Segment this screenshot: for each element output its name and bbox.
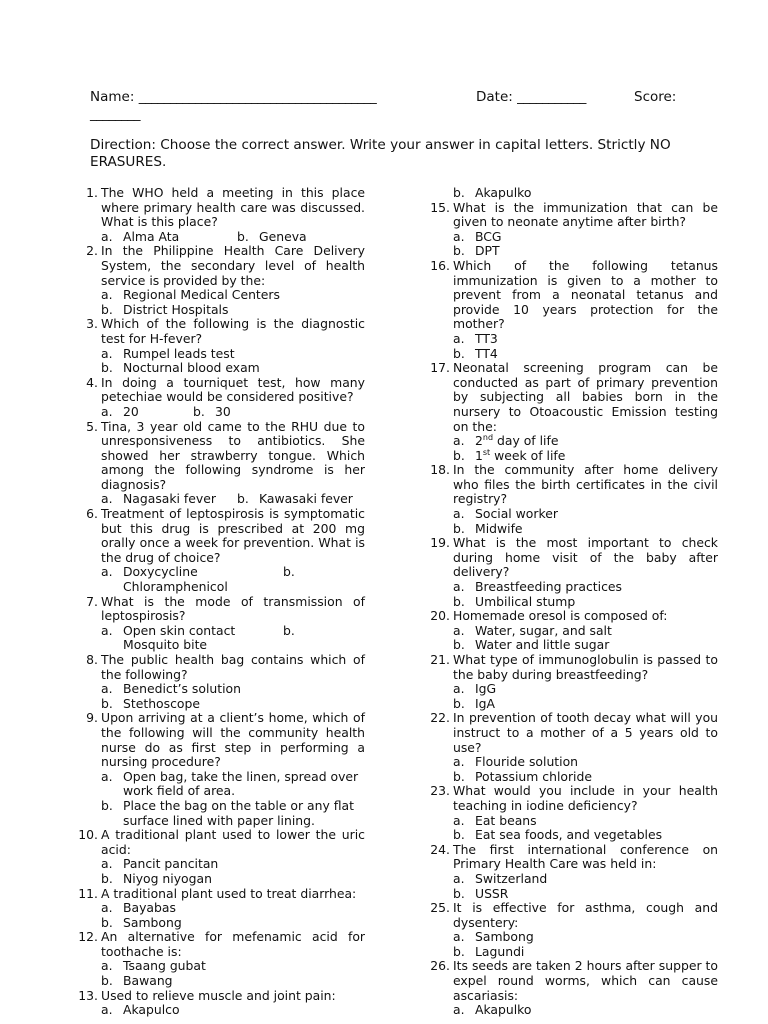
option-b: b. Sambong bbox=[101, 914, 182, 930]
question-13: 13. Used to relieve muscle and joint pain: a. Akapulco bbox=[78, 989, 365, 1018]
question-11: 11. A traditional plant used to treat diarrhea: a. Bayabas b. Sambong bbox=[78, 887, 365, 931]
option-b: b. Niyog niyogan bbox=[101, 870, 212, 886]
option-b: b. USSR bbox=[453, 885, 509, 901]
option-a: a. Benedict’s solution bbox=[101, 681, 241, 697]
option-a: a. Akapulco bbox=[101, 1002, 180, 1018]
question-6: 6. Treatment of leptospirosis is symptomatic but this drug is prescribed at 200 mg orally once a week for prevention. What is the drug of choice? a. Doxycycline b. Chloramphenicol bbox=[86, 506, 365, 595]
option-b: b. Nocturnal blood exam bbox=[101, 360, 260, 376]
name-label: Name: bbox=[90, 89, 135, 105]
question-5: 5. Tina, 3 year old came to the RHU due to unresponsiveness to antibiotics. She showed her strawberry tongue. Which among the following syndrome is her diagnosis? a. Nagasaki fever b. Kawasaki fever bbox=[86, 418, 365, 507]
option-a: a. Open skin contact b. bbox=[101, 622, 295, 638]
option-b: b. Umbilical stump bbox=[453, 593, 576, 609]
question-12: 12. An alternative for mefenamic acid for toothache is: a. Tsaang gubat b. Bawang bbox=[78, 929, 365, 989]
option-a: a. TT3 bbox=[453, 330, 498, 346]
option-b: Mosquito bite bbox=[123, 637, 208, 653]
option-b: Chloramphenicol bbox=[123, 579, 228, 595]
option-b: b. Potassium chloride bbox=[453, 768, 592, 784]
option-a: a. Tsaang gubat bbox=[101, 958, 206, 974]
question-19: 19. What is the most important to check during home visit of the baby after delivery? a. Breastfeeding practices b. Umbilical stump bbox=[430, 535, 718, 609]
question-22: 22. In prevention of tooth decay what will you instruct to a mother of a 5 years old to use? a. Flouride solution b. Potassium chloride bbox=[430, 710, 718, 784]
option-b: b. Stethoscope bbox=[101, 695, 200, 711]
option-a: a. Nagasaki fever bbox=[101, 491, 216, 507]
right-question-column bbox=[430, 186, 718, 1018]
option-b: b. TT4 bbox=[453, 345, 498, 361]
option-a: a. Rumpel leads test bbox=[101, 345, 235, 361]
question-26: 26. Its seeds are taken 2 hours after supper to expel round worms, which can cause ascariasis: a. Akapulko bbox=[430, 958, 718, 1018]
option-a: a. Pancit pancitan bbox=[101, 856, 219, 872]
option-b: b. Kawasaki fever bbox=[237, 491, 353, 507]
left-question-column bbox=[78, 186, 365, 1018]
option-a: a. Regional Medical Centers bbox=[101, 287, 280, 303]
header-line bbox=[90, 88, 690, 106]
option-b: b. Place the bag on the table or any flat surface lined with paper lining. bbox=[101, 797, 354, 828]
option-b: b. 1st week of life bbox=[453, 447, 566, 463]
question-8: 8. The public health bag contains which of the following? a. Benedict’s solution b. Stethoscope bbox=[86, 652, 365, 711]
question-25: 25. It is effective for asthma, cough and dysentery: a. Sambong b. Lagundi bbox=[430, 900, 718, 959]
question-7: 7. What is the mode of transmission of leptospirosis? a. Open skin contact b. Mosquito bite bbox=[86, 593, 365, 653]
option-a: a. Switzerland bbox=[453, 870, 548, 886]
question-21: 21. What type of immunoglobulin is passed to the baby during breastfeeding? a. IgG b. IgA bbox=[430, 652, 718, 711]
score-field[interactable]: ________ bbox=[90, 106, 140, 122]
date-field[interactable]: ___________ bbox=[517, 89, 586, 105]
question-18: 18. In the community after home delivery who files the birth certificates in the civil registry? a. Social worker b. Midwife bbox=[430, 462, 718, 536]
option-a: a. 2nd day of life bbox=[453, 432, 559, 449]
question-23: 23. What would you include in your health teaching in iodine deficiency? a. Eat beans b. Eat sea foods, and vegetables bbox=[430, 783, 718, 843]
question-24: 24. The first international conference on Primary Health Care was held in: a. Switzerland b. USSR bbox=[430, 841, 718, 901]
option-b-q14-continued: b. Akapulko bbox=[453, 185, 532, 200]
question-15: 15. What is the immunization that can be given to neonate anytime after birth? a. BCG b. DPT bbox=[430, 199, 718, 259]
option-b: b. Bawang bbox=[101, 973, 173, 989]
date-label: Date: bbox=[476, 89, 513, 105]
option-a: a. Alma Ata bbox=[101, 228, 180, 244]
question-1: 1. The WHO held a meeting in this place where primary health care was discussed. What is this place? a. Alma Ata b. Geneva bbox=[86, 185, 365, 244]
question-20: 20. Homemade oresol is composed of: a. Water, sugar, and salt b. Water and little sugar bbox=[430, 609, 718, 653]
option-b: b. Lagundi bbox=[453, 943, 525, 959]
option-a: a. IgG bbox=[453, 681, 497, 697]
option-b: b. Geneva bbox=[237, 228, 307, 244]
option-b: b. DPT bbox=[453, 243, 500, 259]
option-b: b. District Hospitals bbox=[101, 301, 229, 317]
name-field[interactable]: ______________________________________ bbox=[138, 89, 377, 105]
score-label: Score: bbox=[634, 89, 677, 105]
question-3: 3. Which of the following is the diagnostic test for H-fever? a. Rumpel leads test b. Nocturnal blood exam bbox=[86, 316, 365, 376]
option-a: a. BCG bbox=[453, 228, 502, 244]
question-17: 17. Neonatal screening program can be conducted as part of primary prevention by subjecting all babies born in the nursery to Otoacoustic Emission testing on the: a. 2nd day of life b. 1st week of life bbox=[430, 360, 718, 463]
option-a: a. Akapulko bbox=[453, 1002, 532, 1018]
option-a: a. Social worker bbox=[453, 506, 558, 522]
direction-text: Direction: Choose the correct answer. Write your answer in capital letters. Strictly NO ERASURES. bbox=[90, 137, 671, 170]
option-b: b. Water and little sugar bbox=[453, 637, 610, 653]
option-a: a. Sambong bbox=[453, 929, 534, 945]
question-9: 9. Upon arriving at a client’s home, which of the following will the community health nurse do as first step in performing a nursing procedure? a. Open bag, take the linen, spread over work field of area. b. Place the bag on the table or any flat surface lined with paper lining. bbox=[86, 710, 365, 828]
option-a: a. Breastfeeding practices bbox=[453, 579, 622, 595]
option-a: a. Doxycycline b. bbox=[101, 564, 295, 580]
option-a: a. Bayabas bbox=[101, 900, 176, 916]
option-a: a. Flouride solution bbox=[453, 754, 579, 770]
question-2: 2. In the Philippine Health Care Delivery System, the secondary level of health service is provided by the: a. Regional Medical Centers b. District Hospitals bbox=[86, 243, 365, 317]
option-b: b. 30 bbox=[193, 403, 231, 419]
option-a: a. 20 bbox=[101, 403, 139, 419]
question-4: 4. In doing a tourniquet test, how many petechiae would be considered positive? a. 20 b. 30 bbox=[86, 374, 365, 419]
option-a: a. Water, sugar, and salt bbox=[453, 622, 612, 638]
option-b: b. Eat sea foods, and vegetables bbox=[453, 827, 663, 843]
option-a: a. Open bag, take the linen, spread over work field of area. bbox=[101, 768, 359, 799]
question-10: 10. A traditional plant used to lower the uric acid: a. Pancit pancitan b. Niyog niyogan bbox=[78, 827, 365, 886]
option-a: a. Eat beans bbox=[453, 812, 537, 828]
option-b: b. Midwife bbox=[453, 520, 523, 536]
option-b: b. IgA bbox=[453, 695, 495, 711]
question-16: 16. Which of the following tetanus immunization is given to a mother to prevent from a neonatal tetanus and provide 10 years protection for the mother? a. TT3 b. TT4 bbox=[430, 257, 718, 361]
